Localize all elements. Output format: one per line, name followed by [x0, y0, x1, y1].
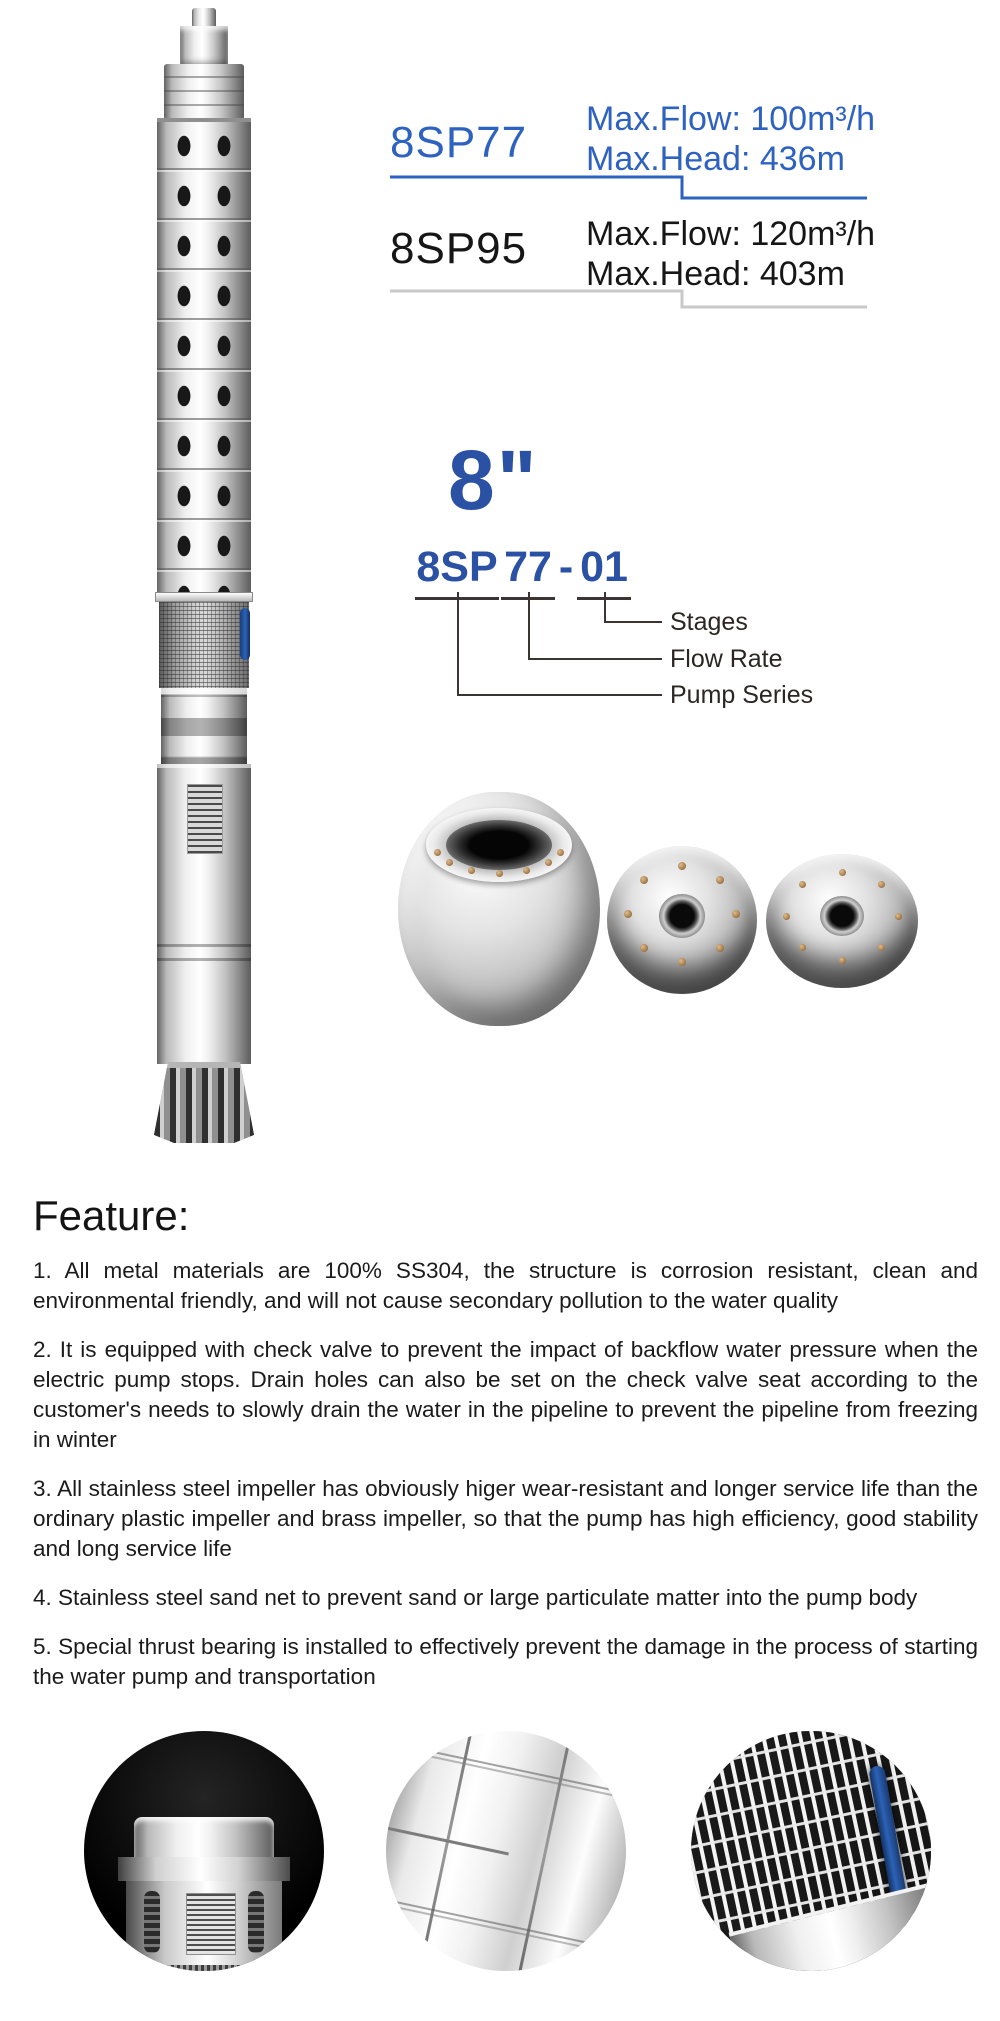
- brass-rivet: [640, 944, 648, 952]
- etched-line: [386, 1732, 626, 1809]
- feature-item-2: 2. It is equipped with check valve to prevent the impact of backflow water pressure when the electric pump stops. Drain holes can also be set on the check valve seat according to the customer's needs to slowly drain the water in the pipeline to prevent the pipeline from freezing in winter: [33, 1337, 978, 1452]
- brass-rivet: [799, 944, 806, 951]
- intake-slot: [248, 1891, 264, 1953]
- pump-photo: [152, 8, 256, 1143]
- callout-line-flow-rate: [529, 592, 662, 659]
- brass-rivet: [678, 862, 686, 870]
- bowl-impeller-photo: [398, 792, 600, 1026]
- detail-photo-pump-bottom: [84, 1731, 324, 1971]
- pump-top-stub: [192, 8, 216, 28]
- feature-item-3: 3. All stainless steel impeller has obviously higer wear-resistant and longer service life than the ordinary plastic impeller and brass impeller, so that the pump has high efficiency, good stability and long service life: [33, 1476, 978, 1561]
- pump-bottom-splines: [154, 1062, 254, 1143]
- intake-slot: [144, 1891, 160, 1953]
- code-segment-series: 8SP: [415, 543, 499, 600]
- detail-photo-body-panels: [386, 1731, 626, 1971]
- model-code: [415, 543, 631, 600]
- feature-heading: Feature:: [33, 1192, 190, 1239]
- brass-rivet: [545, 859, 552, 866]
- pump-top-collar: [180, 26, 228, 66]
- brass-rivet: [895, 913, 902, 920]
- max-head-8sp95: Max.Head: 403m: [586, 255, 845, 293]
- brass-rivet: [496, 870, 503, 877]
- callout-flow-rate: Flow Rate: [670, 645, 783, 673]
- feature-list: [33, 1256, 978, 1711]
- max-head-8sp77: Max.Head: 436m: [586, 140, 845, 178]
- panel-seam: [412, 1731, 480, 1971]
- pump-coupling-section: [161, 688, 247, 764]
- max-flow-8sp77: Max.Flow: 100m³/h: [586, 100, 876, 138]
- impeller-hub: [659, 894, 705, 938]
- brass-rivet: [624, 910, 632, 918]
- brass-rivet: [678, 958, 686, 966]
- brass-rivet: [839, 869, 846, 876]
- brass-rivet: [783, 913, 790, 920]
- callout-stages: Stages: [670, 608, 748, 636]
- feature-item-5: 5. Special thrust bearing is installed to effectively prevent the damage in the process of starting the water pump and transportation: [33, 1634, 978, 1689]
- model-8sp95: 8SP95: [390, 224, 528, 273]
- brass-rivet: [640, 876, 648, 884]
- pump-nameplate: [187, 784, 223, 854]
- brass-rivet: [716, 876, 724, 884]
- bowl-rim: [426, 808, 572, 882]
- brass-rivet: [878, 944, 885, 951]
- brass-rivet: [716, 944, 724, 952]
- code-segment-separator: -: [558, 543, 574, 591]
- brass-rivet: [446, 859, 453, 866]
- brass-rivet: [799, 881, 806, 888]
- code-segment-stages: 01: [577, 543, 631, 600]
- bowl-opening: [446, 820, 552, 870]
- pump-cable-guard: [240, 608, 250, 660]
- impeller-photo-medium: [607, 846, 757, 994]
- specs-8sp95: [586, 214, 875, 294]
- impeller-photo-small: [766, 854, 918, 988]
- brass-rivet: [557, 849, 564, 856]
- pump-valve-head: [164, 64, 244, 120]
- weld-seam: [126, 1965, 282, 1971]
- intake-body: [126, 1881, 282, 1971]
- brass-rivet: [468, 867, 475, 874]
- code-segment-flow: 77: [501, 543, 555, 600]
- feature-item-4: 4. Stainless steel sand net to prevent sand or large particulate matter into the pump body: [33, 1585, 918, 1610]
- brass-rivet: [523, 867, 530, 874]
- specs-8sp77: [586, 99, 875, 179]
- brass-rivet: [839, 957, 846, 964]
- callout-pump-series: Pump Series: [670, 681, 814, 709]
- impeller-face: [766, 854, 918, 988]
- pump-flange-ring: [155, 592, 253, 602]
- max-flow-8sp95: Max.Flow: 120m³/h: [586, 215, 876, 253]
- callout-line-pump-series: [458, 592, 662, 695]
- impeller-face: [607, 846, 757, 994]
- brass-rivet: [434, 849, 441, 856]
- intake-flange: [118, 1857, 290, 1881]
- model-8sp77: 8SP77: [390, 118, 528, 167]
- brass-rivet: [732, 910, 740, 918]
- spec1-step-underline: [390, 177, 867, 198]
- impeller-hub: [820, 896, 864, 936]
- intake-cap: [134, 1817, 274, 1859]
- pump-stage-section: [157, 118, 251, 594]
- detail-photo-sand-net: [691, 1731, 931, 1971]
- size-label: 8": [448, 433, 539, 527]
- brass-rivet: [878, 881, 885, 888]
- feature-item-1: 1. All metal materials are 100% SS304, the structure is corrosion resistant, clean and environmental friendly, and will not cause secondary pollution to the water quality: [33, 1258, 978, 1313]
- pump-motor-body: [157, 764, 251, 1064]
- pump-sand-net-screen: [159, 602, 249, 688]
- spec-label-plate: [186, 1893, 236, 1955]
